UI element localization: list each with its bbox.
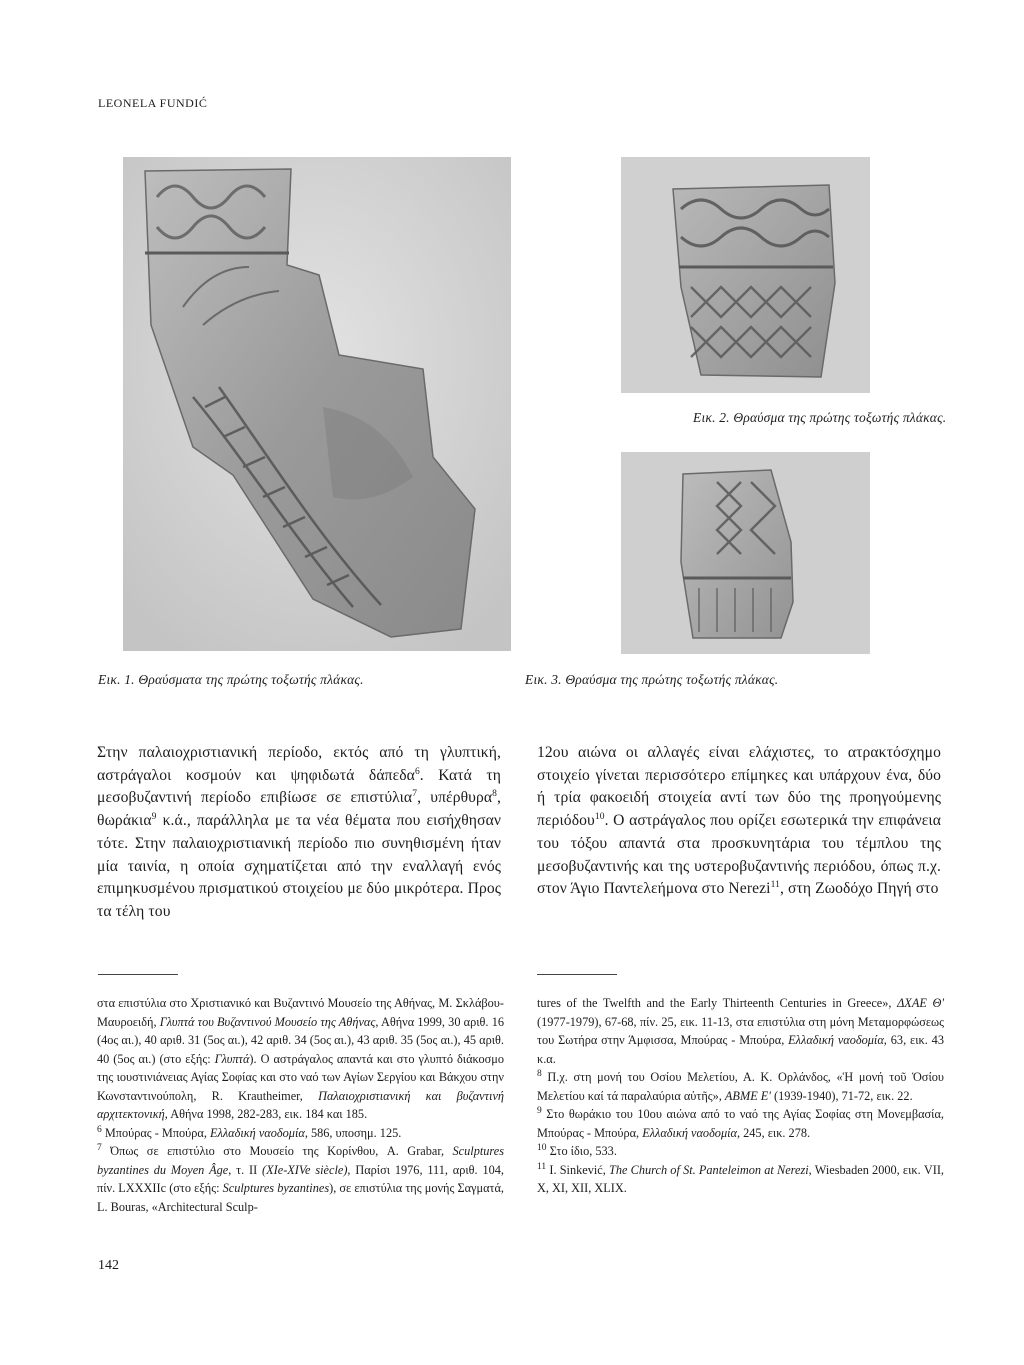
figure-3-caption: Εικ. 3. Θραύσμα της πρώτης τοξωτής πλάκας.	[525, 672, 779, 687]
footnote-ref-11: 11	[770, 880, 780, 891]
footnote-title: Sculptures byzantines du Moyen Âge	[97, 1144, 504, 1177]
footnote-text: (1939-1940), 71-72, εικ. 22.	[770, 1088, 913, 1103]
footnote-text: Μπούρας - Μπούρα,	[101, 1125, 211, 1140]
footnote-title: Ελλαδική ναοδομία	[788, 1033, 884, 1047]
footnote-text: , Αθήνα 1998, 282-283, εικ. 184 και 185.	[164, 1107, 368, 1121]
footnote-ref-6: 6	[414, 766, 420, 777]
footnote-text: Π.χ. στη μονή του Οσίου Μελετίου, Α. Κ. Ορλάνδος, «Ἡ μονή τοῦ Ὁσίου Μελετίου καί τά παραλαύρια αὐτῆς»,	[537, 1070, 944, 1103]
body-text: 12ου αιώνα οι αλλαγές είναι ελάχιστες, το ατρακτόσχημο στοιχείο γίνεται περισσότερο επίμηκες και υπάρχουν ένα, δύο ή τρία φακοειδή στοιχεία αντί των δύο της προηγούμενης περιόδου	[537, 744, 941, 830]
footnote-rule-right	[537, 974, 617, 975]
footnotes-right	[537, 994, 944, 1198]
footnote-10	[537, 1142, 944, 1161]
footnote-text: , 245, εικ. 278.	[736, 1125, 811, 1140]
figure-1-fragment-image	[123, 157, 511, 651]
footnote-6	[97, 1124, 504, 1143]
footnote-title: Παλαιοχριστιανική και βυζαντινή αρχιτεκτονική	[97, 1088, 504, 1121]
footnote-number: 7	[97, 1142, 102, 1153]
page-number: 142	[98, 1258, 119, 1273]
footnote-title: Γλυπτά του Βυζαντινού Μουσείο της Αθήνας	[159, 1014, 376, 1029]
footnote-title: Sculptures byzantines	[222, 1181, 330, 1195]
figure-2-photo	[621, 157, 870, 393]
figure-1-caption: Εικ. 1. Θραύσματα της πρώτης τοξωτής πλάκας.	[98, 672, 364, 687]
footnote-number: 8	[537, 1068, 542, 1079]
footnote-ref-10: 10	[594, 811, 605, 822]
footnote-text: ). Ο αστράγαλος απαντά και στο γλυπτό διάκοσμο της ιουστινιάνειας Αγίας Σοφίας και στο ναό των Αγίων Σεργίου και Βάκχου στην Κωνσταντινούπολη, R. Krautheimer,	[97, 1051, 504, 1103]
footnote-continuation	[537, 994, 944, 1068]
footnote-number: 10	[537, 1142, 547, 1153]
footnote-text: Όπως σε επιστύλιο στο Μουσείο της Κορίνθου, A. Grabar,	[101, 1144, 453, 1158]
running-head: LEONELA FUNDIĆ	[98, 96, 208, 110]
footnote-title: ΑΒΜΕ Ε'	[724, 1088, 771, 1103]
footnote-8	[537, 1068, 944, 1105]
footnote-text: I. Sinkević,	[546, 1162, 610, 1177]
footnote-11	[537, 1161, 944, 1198]
body-text-column-left	[97, 742, 501, 924]
footnote-title: The Church of St. Panteleimon at Nerezi	[609, 1162, 809, 1177]
footnote-ref-7: 7	[412, 789, 418, 800]
footnote-7	[97, 1142, 504, 1216]
figure-2-fragment-image	[621, 157, 870, 393]
footnote-number: 6	[97, 1124, 102, 1135]
footnote-text: , Αθήνα 1999, 30 αριθ. 16 (4ος αι.), 40 αριθ. 31 (5ος αι.), 42 αριθ. 34 (5ος αι.), 43 αριθ. 35 (5ος αι.), 45 αριθ. 40 (5ος αι.) (στο εξής:	[97, 1014, 504, 1066]
footnote-ref-9: 9	[151, 811, 157, 822]
body-text: Στην παλαιοχριστιανική περίοδο, εκτός από τη γλυπτική, αστράγαλοι κοσμούν και ψηφιδωτά δάπεδα	[97, 744, 501, 784]
body-text-column-right	[537, 742, 941, 901]
figure-3-photo	[621, 452, 870, 654]
footnote-title: Ελλαδική ναοδομία	[642, 1125, 737, 1140]
footnote-continuation	[97, 994, 504, 1124]
body-text: , υπέρθυρα	[417, 789, 493, 807]
footnote-text: ), σε επιστύλια της μονής Σαγματά, L. Bouras, «Architectural Sculp-	[97, 1181, 504, 1214]
figure-2-caption: Εικ. 2. Θραύσμα της πρώτης τοξωτής πλάκας.	[693, 410, 947, 425]
footnote-text: , 63, εικ. 43 κ.α.	[537, 1033, 944, 1066]
footnote-text: , Wiesbaden 2000, εικ. VII, X, XI, XII, XLIX.	[537, 1162, 945, 1195]
footnote-text: tures of the Twelfth and the Early Thirteenth Centuries in Greece»,	[537, 996, 898, 1010]
footnote-ref-8: 8	[492, 789, 497, 800]
footnote-text: , τ. II	[228, 1162, 263, 1177]
footnote-title: ΔΧΑΕ Θ'	[897, 996, 944, 1010]
footnote-text: Στο ίδιο, 533.	[546, 1144, 617, 1158]
footnote-title: Γλυπτά	[214, 1051, 250, 1066]
figure-1-photo	[123, 157, 511, 651]
footnote-text: Στο θωράκιο του 10ου αιώνα από το ναό της Αγίας Σοφίας στη Μονεμβασία, Μπούρας - Μπούρα,	[537, 1107, 944, 1140]
footnote-9	[537, 1105, 944, 1142]
body-text: , στη Ζωοδόχο Πηγή στο	[779, 880, 939, 898]
footnote-title: Ελλαδική ναοδομία	[210, 1125, 305, 1140]
footnote-text: , Παρίσι 1976, 111, αριθ. 104, πίν. LXXXIIc (στο εξής:	[97, 1162, 504, 1195]
body-text: , θωράκια	[97, 789, 501, 830]
body-text: . Κατά τη μεσοβυζαντινή περίοδο επιβίωσε σε επιστύλια	[97, 766, 501, 807]
footnote-number: 9	[537, 1105, 542, 1116]
footnotes-left	[97, 994, 504, 1216]
footnote-title: (XIe-XIVe siècle)	[262, 1162, 348, 1177]
footnote-text: στα επιστύλια στο Χριστιανικό και Βυζαντινό Μουσείο της Αθήνας, Μ. Σκλάβου-Μαυροειδή,	[97, 996, 504, 1029]
figure-3-fragment-image	[621, 452, 870, 654]
footnote-text: , 586, υποσημ. 125.	[304, 1125, 402, 1140]
footnote-number: 11	[537, 1161, 547, 1172]
footnote-text: (1977-1979), 67-68, πίν. 25, εικ. 11-13, στα επιστύλια στη μόνη Μεταμορφώσεως του Σωτήρα στην Άμφισσα, Μπούρας - Μπούρα,	[537, 1014, 944, 1047]
footnote-rule-left	[98, 974, 178, 975]
body-text: . Ο αστράγαλος που ορίζει εσωτερικά την επιφάνεια του τόξου απαντά στα προσκυνητάρια του τέμπλου της μεσοβυζαντινής και της υστεροβυζαντινής περιόδου, όπως π.χ. στον Άγιο Παντελεήμονα στο Nerezi	[537, 812, 941, 898]
body-text: κ.ά., παράλληλα με τα νέα θέματα που εισήχθησαν τότε. Στην παλαιοχριστιανική περίοδο πιο συνηθισμένη ήταν μία ταινία, η οποία σχηματίζεται από την εναλλαγή ενός επιμηκυσμένου πρισματικού στοιχείου με δύο μικρότερα. Προς τα τέλη του	[97, 812, 501, 920]
